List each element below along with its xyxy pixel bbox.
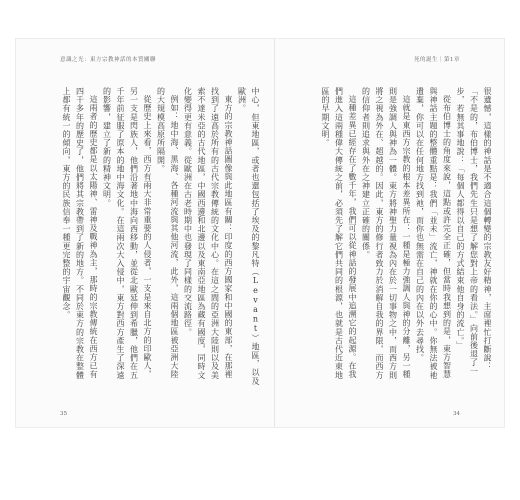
paragraph: 很遺憾，這樣的神話是不適合這個轉變的宗教友好精神，主席裡忙打斷說：「不是的，布伯博士，我們先生只是想了解您對上帝的看法。」向前後退了一步，若無其事地說：「每個人都得以自己的方式結束他自身的流亡。」 — [456, 87, 492, 376]
paragraph: 例如：地中海、黑海、各種河流與其他河流，此外，這兩個地區被亞洲大陸的大規模高原所隔開。 — [156, 87, 179, 379]
paragraph: 東方的宗教神話圖像與此地區有關：印度的西方國家和中國的東部，在那裡找到了遠高於所有的古代宗教傳統的文化中心。在這之間的亞洲大陸則以及美索不達米亞的古代地區，中國西邊和北邊以及東南亞地區為藏有國度，同時文化變得更有意義。從歐洲在古老時期中也發現了同樣的交流路徑。 — [183, 87, 233, 380]
running-header-left: 意識之光：東方宗教神話的本質關聯 — [60, 57, 157, 63]
book-spread — [15, 38, 505, 428]
paragraph: 中心，但東地區，或者也還包括了埃及的黎凡特（Levant）地區，以及歐洲。 — [237, 87, 260, 386]
page-gutter — [274, 39, 275, 427]
paragraph: 從布伯博士的角度來說，這點或許完全正確，但當時我想到的是，東方智慧與神話主題的整體重點是：我們「並未」流亡，神就在你的心中。你無法被祂遺棄，你可以在任何地方找到祂，而你也無需在自己的內在以外去尋找。 — [415, 87, 452, 380]
running-header-right: 死的誕生｜第1章 — [414, 57, 460, 63]
left-page-body — [58, 87, 262, 387]
page-number-left: 35 — [60, 411, 67, 417]
page-number-right: 34 — [453, 411, 460, 417]
paragraph: 這兩者的歷史都是以太陽神、雷神及戰神為主，那時的宗教傳統在西方已有四千多年的歷史了，他們將其宗教帶到了新的地方。不同於東方的宗教在整體上都有統一的傾向，東方的民族信奉一種更完整的宇宙觀念。 — [62, 87, 98, 380]
paragraph: 這種差異已經存在了數千年，我們可以從神話的發展中追溯它的起源。在我們進入這兩種偉大傳統之前，必須先了解它們共同的根源，也就是古代近東地區的早期文明。 — [321, 87, 357, 380]
paragraph: 這就是東西方宗教的根本差異所在：一種是極力強調人與神的分離，另一種則是強調人與神為一體。東方將神聖力量視為內在於一切事物之中，而西方則將之視為外在、超越的。因此，東方的修行者致力於消解自我的界限，而西方的信仰者則追求與外在之神建立正確的關係。 — [361, 87, 411, 380]
right-page-body — [292, 87, 494, 387]
paragraph: 從歷史上來看，西方有兩大非常重要的人侵者，一支是來自北方的印歐人，另一支是閃族人，他們沿著地中海向西移動，並從北歐延伸到希臘，他們在五千年前征服了原本的地中海文化。在這兩次大入侵中，東方對西方產生了深遠的影響，建立了新的精神文明。 — [102, 87, 152, 380]
